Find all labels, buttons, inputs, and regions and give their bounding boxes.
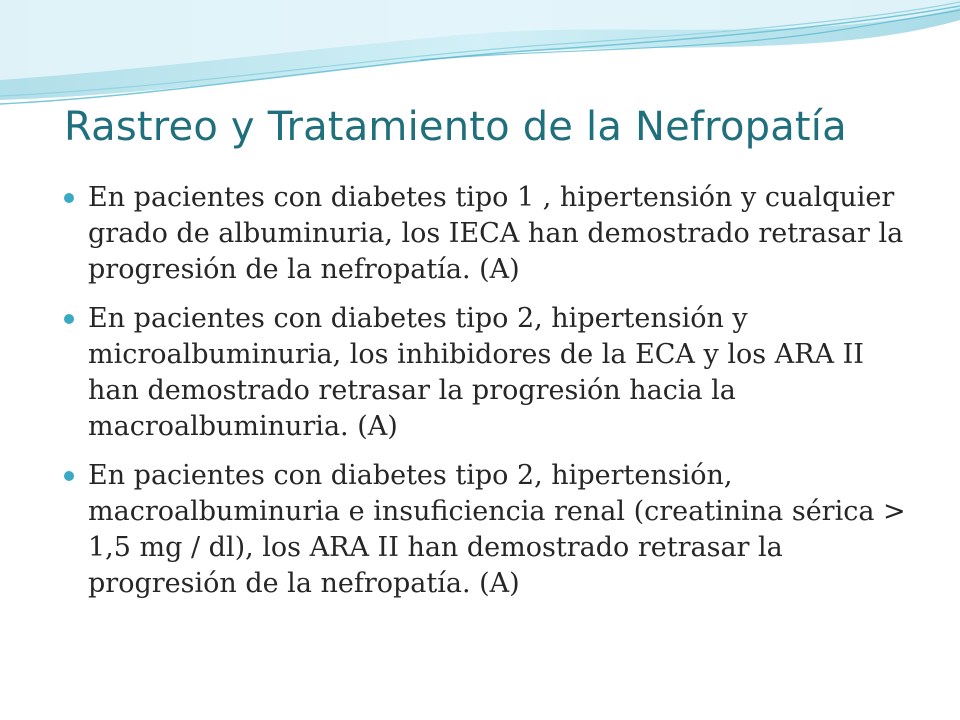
bullet-list — [64, 180, 910, 615]
slide-title: Rastreo y Tratamiento de la Nefropatía — [64, 104, 847, 150]
header-wave-decoration — [0, 0, 960, 120]
bullet-text: En pacientes con diabetes tipo 2, hipertensión, macroalbuminuria e insuficiencia renal (creatinina sérica > 1,5 mg / dl), los ARA II han demostrado retrasar la progresión de la nefropatía. (A) — [88, 460, 906, 599]
bullet-item — [64, 180, 910, 288]
bullet-item — [64, 301, 910, 445]
round-bullet-icon — [64, 314, 74, 324]
bullet-text: En pacientes con diabetes tipo 1 , hipertensión y cualquier grado de albuminuria, los IECA han demostrado retrasar la progresión de la nefropatía. (A) — [88, 182, 904, 285]
bullet-item — [64, 458, 910, 602]
round-bullet-icon — [64, 193, 74, 203]
round-bullet-icon — [64, 471, 74, 481]
bullet-text: En pacientes con diabetes tipo 2, hipertensión y microalbuminuria, los inhibidores de la ECA y los ARA II han demostrado retrasar la progresión hacia la macroalbuminuria. (A) — [88, 303, 864, 442]
